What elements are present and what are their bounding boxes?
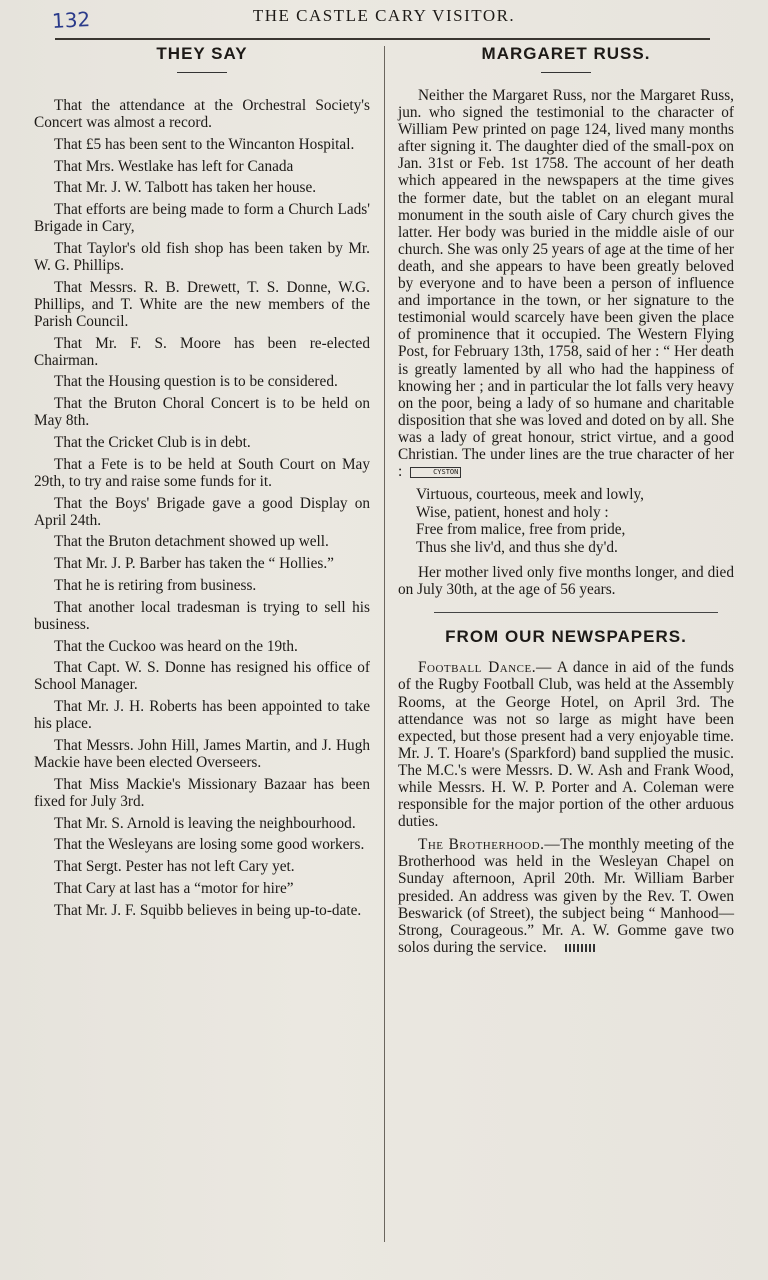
- list-item: That he is retiring from business.: [54, 576, 257, 594]
- header-rule: [55, 38, 710, 40]
- verse-line: Free from malice, free from pride,: [416, 521, 626, 539]
- list-item: That Mr. F. S. Moore has been re-elected Chairman.: [34, 334, 370, 369]
- list-item: That the Cuckoo was heard on the 19th.: [54, 637, 298, 655]
- list-item: That the Wesleyans are losing some good workers.: [54, 836, 365, 854]
- list-item: That Capt. W. S. Donne has resigned his office of School Manager.: [34, 659, 370, 694]
- list-item: That the Cricket Club is in debt.: [54, 433, 251, 451]
- newspapers-heading: FROM OUR NEWSPAPERS.: [445, 627, 687, 647]
- heading-underline: [177, 72, 227, 73]
- list-item: That a Fete is to be held at South Court on May 29th, to try and raise some funds for it.: [34, 455, 370, 490]
- list-item: That efforts are being made to form a Church Lads' Brigade in Cary,: [34, 201, 370, 236]
- list-item: That another local tradesman is trying to sell his business.: [34, 598, 370, 633]
- page-number: 132: [51, 7, 91, 33]
- list-item: That Mr. J. P. Barber has taken the “ Hollies.”: [54, 555, 334, 573]
- margaret-russ-text: Neither the Margaret Russ, nor the Margaret Russ, jun. who signed the testimonial to the character of William Pew printed on page 124, lived many months after signing it. The daughter died of the small-pox on Jan. 31st or Feb. 1st 1758. The account of her death which appeared in the newspapers at the time gives the former date, but the tablet on an elegant mural monument in the south aisle of Cary church gives the latter. Her body was buried in the middle aisle of our church. She was only 25 years of age at the time of her death, and she appears to have been greatly beloved by everyone and to have been a person of influence and importance in the town, or her signature to the testimonial would scarcely have been given the place of prominence that it occupied. The Western Flying Post, for February 13th, 1758, said of her : “ Her death is greatly lamented by all who had the happiness of knowing her ; and in particular the lot falls very heavy on the poor, being a lady of so humane and charitable disposition that she was loved and doted on by all. She was a lady of great honour, strict virtue, and a good Christian. The under lines are the true character of her :: [398, 87, 734, 481]
- verse-line: Virtuous, courteous, meek and lowly,: [416, 486, 644, 504]
- list-item: That £5 has been sent to the Wincanton Hospital.: [54, 135, 355, 153]
- list-item: That the attendance at the Orchestral Society's Concert was almost a record.: [34, 97, 370, 131]
- stamp-mark: CYSTON: [410, 467, 461, 478]
- margaret-russ-closing: Her mother lived only five months longer, and died on July 30th, at the age of 56 years.: [398, 564, 734, 599]
- list-item: That Mr. J. F. Squibb believes in being up-to-date.: [54, 901, 362, 919]
- list-item: That Miss Mackie's Missionary Bazaar has been fixed for July 3rd.: [34, 775, 370, 810]
- list-item: That Mrs. Westlake has left for Canada: [54, 157, 294, 175]
- news-item-brotherhood: [398, 836, 734, 956]
- list-item: That the Bruton detachment showed up well.: [54, 533, 329, 551]
- margaret-russ-heading: MARGARET RUSS.: [481, 44, 651, 63]
- list-item: That Messrs. R. B. Drewett, T. S. Donne, W.G. Phillips, and T. White are the new members of the Parish Council.: [34, 278, 370, 330]
- they-say-heading: THEY SAY: [156, 44, 248, 63]
- margaret-russ-paragraph: [398, 87, 734, 480]
- they-say-column: [34, 44, 370, 919]
- verse: [416, 486, 734, 556]
- verse-line: Wise, patient, honest and holy :: [416, 503, 609, 521]
- news-item-text: A dance in aid of the funds of the Rugby Football Club, was held at the Assembly Rooms, at the George Hotel, on April 3rd. The attendance was not so large as might have been expected, but those present had a very enjoyable time. Mr. J. T. Hoare's (Sparkford) band supplied the music. The M.C.'s were Messrs. D. W. Ash and Frank Wood, while Messrs. H. W. P. Porter and A. Coleman were responsible for the major portion of the other arduous duties.: [398, 659, 734, 831]
- list-item: That Cary at last has a “motor for hire”: [54, 879, 294, 897]
- list-item: That Messrs. John Hill, James Martin, and J. Hugh Mackie have been elected Overseers.: [34, 736, 370, 771]
- news-item-football-dance: [398, 659, 734, 830]
- list-item: That the Housing question is to be considered.: [54, 373, 338, 391]
- news-item-lead: The Brotherhood.—: [418, 836, 561, 854]
- section-divider: [434, 612, 718, 613]
- list-item: That Sergt. Pester has not left Cary yet.: [54, 858, 295, 876]
- end-ornament: [565, 944, 595, 952]
- news-item-lead: Football Dance.—: [418, 659, 552, 677]
- they-say-list: [34, 97, 370, 919]
- list-item: That Taylor's old fish shop has been taken by Mr. W. G. Phillips.: [34, 239, 370, 274]
- right-column: [398, 44, 734, 956]
- news-item-text: The monthly meeting of the Brotherhood was held in the Wesleyan Chapel on Sunday afternoon, April 20th. Mr. William Barber presided. An address was given by the Rev. T. Owen Beswarick (of Street), the subject being “ Manhood—Strong, Courageous.” Mr. A. W. Gomme gave two solos during the service.: [398, 836, 734, 956]
- column-divider: [384, 46, 385, 1242]
- list-item: That the Bruton Choral Concert is to be held on May 8th.: [34, 395, 370, 430]
- list-item: That Mr. S. Arnold is leaving the neighbourhood.: [54, 814, 356, 832]
- list-item: That the Boys' Brigade gave a good Display on April 24th.: [34, 494, 370, 529]
- list-item: That Mr. J. H. Roberts has been appointed to take his place.: [34, 698, 370, 733]
- list-item: That Mr. J. W. Talbott has taken her house.: [54, 179, 317, 197]
- running-head: THE CASTLE CARY VISITOR.: [252, 6, 516, 25]
- verse-line: Thus she liv'd, and thus she dy'd.: [416, 538, 618, 556]
